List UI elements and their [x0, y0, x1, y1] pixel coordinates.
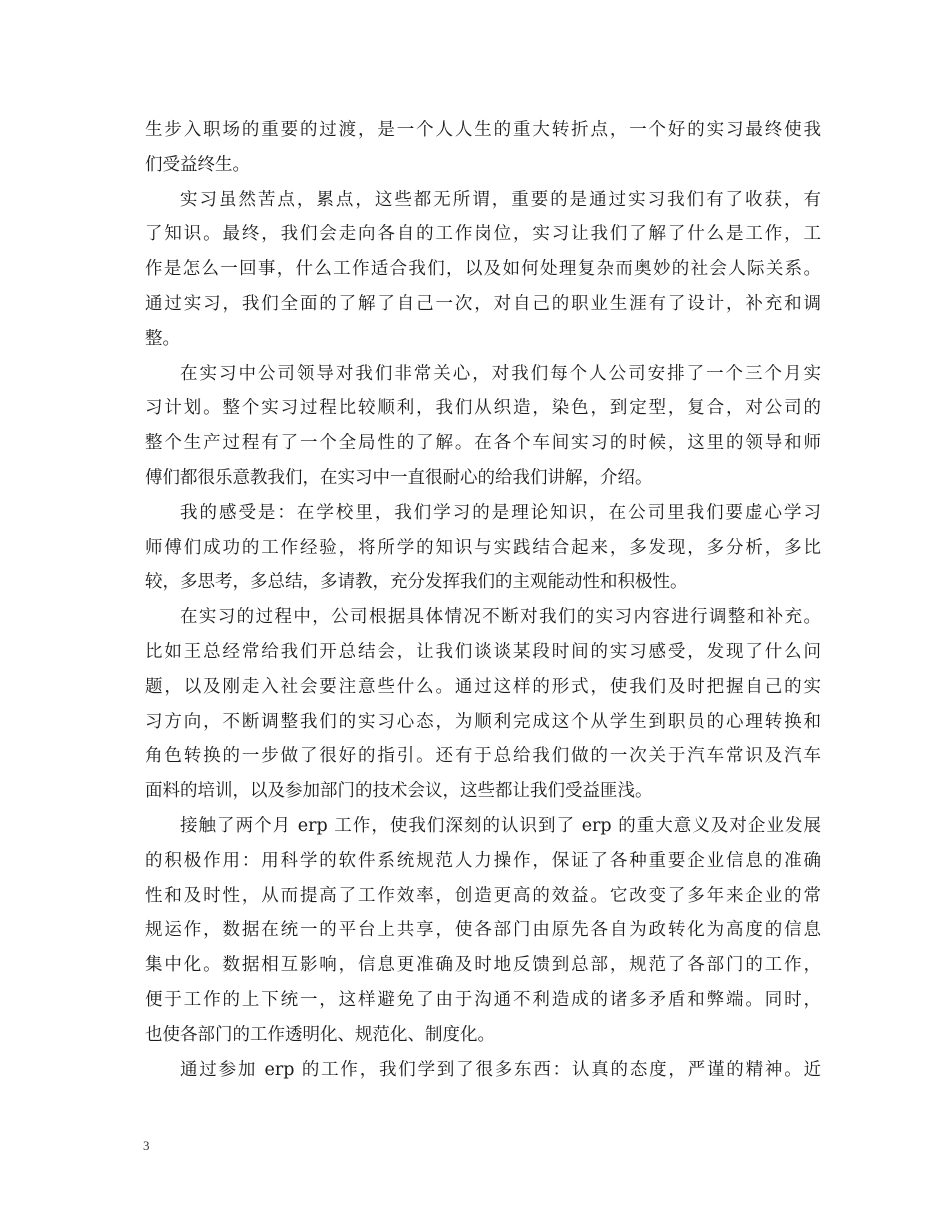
text-line-24: 规运作，数据在统一的平台上共享，使各部门由原先各自为政转化为高度的信息	[145, 920, 821, 941]
text-line-18: 习方向，不断调整我们的实习心态，为顺利完成这个从学生到职员的心理转换和	[145, 711, 821, 732]
text-line-11: 傅们都很乐意教我们，在实习中一直很耐心的给我们讲解，介绍。	[145, 467, 653, 488]
text-line-20: 面料的培训，以及参加部门的技术会议，这些都让我们受益匪浅。	[145, 781, 653, 802]
text-line-27: 也使各部门的工作透明化、规范化、制度化。	[145, 1024, 495, 1045]
text-line-14: 较，多思考，多总结，多请教，充分发挥我们的主观能动性和积极性。	[145, 572, 688, 593]
text-line-21: 接触了两个月 erp 工作，使我们深刻的认识到了 erp 的重大意义及对企业发展	[180, 815, 821, 836]
page-number: 3	[143, 1138, 150, 1153]
text-line-1: 生步入职场的重要的过渡，是一个人人生的重大转折点，一个好的实习最终使我	[145, 120, 821, 140]
text-line-25: 集中化。数据相互影响，信息更准确及时地反馈到总部，规范了各部门的工作，	[145, 955, 821, 976]
text-line-23: 性和及时性，从而提高了工作效率，创造更高的效益。它改变了多年来企业的常	[145, 885, 821, 906]
text-line-28: 通过参加 erp 的工作，我们学到了很多东西：认真的态度，严谨的精神。近	[180, 1059, 821, 1080]
text-line-13: 师傅们成功的工作经验，将所学的知识与实践结合起来，多发现，多分析，多比	[145, 537, 821, 558]
text-line-26: 便于工作的上下统一，这样避免了由于沟通不利造成的诸多矛盾和弊端。同时，	[145, 989, 821, 1010]
text-line-16: 比如王总经常给我们开总结会，让我们谈谈某段时间的实习感受，发现了什么问	[145, 641, 821, 662]
text-line-2: 们受益终生。	[145, 154, 250, 175]
text-line-17: 题，以及刚走入社会要注意些什么。通过这样的形式，使我们及时把握自己的实	[145, 676, 821, 697]
text-line-9: 习计划。整个实习过程比较顺利，我们从织造，染色，到定型，复合，对公司的	[145, 398, 821, 419]
text-line-7: 整。	[145, 328, 180, 349]
text-line-4: 了知识。最终，我们会走向各自的工作岗位，实习让我们了解了什么是工作，工	[145, 224, 821, 245]
text-line-6: 通过实习，我们全面的了解了自己一次，对自己的职业生涯有了设计，补充和调	[145, 293, 821, 314]
text-line-10: 整个生产过程有了一个全局性的了解。在各个车间实习的时候，这里的领导和师	[145, 433, 821, 454]
text-line-19: 角色转换的一步做了很好的指引。还有于总给我们做的一次关于汽车常识及汽车	[145, 746, 821, 767]
text-line-22: 的积极作用：用科学的软件系统规范人力操作，保证了各种重要企业信息的准确	[145, 850, 821, 871]
text-line-15: 在实习的过程中，公司根据具体情况不断对我们的实习内容进行调整和补充。	[180, 607, 821, 628]
text-line-3: 实习虽然苦点，累点，这些都无所谓，重要的是通过实习我们有了收获，有	[180, 189, 821, 210]
text-line-12: 我的感受是：在学校里，我们学习的是理论知识，在公司里我们要虚心学习	[180, 502, 821, 523]
text-line-5: 作是怎么一回事，什么工作适合我们，以及如何处理复杂而奥妙的社会人际关系。	[145, 259, 821, 280]
text-line-8: 在实习中公司领导对我们非常关心，对我们每个人公司安排了一个三个月实	[180, 363, 821, 384]
document-body	[145, 113, 821, 1087]
